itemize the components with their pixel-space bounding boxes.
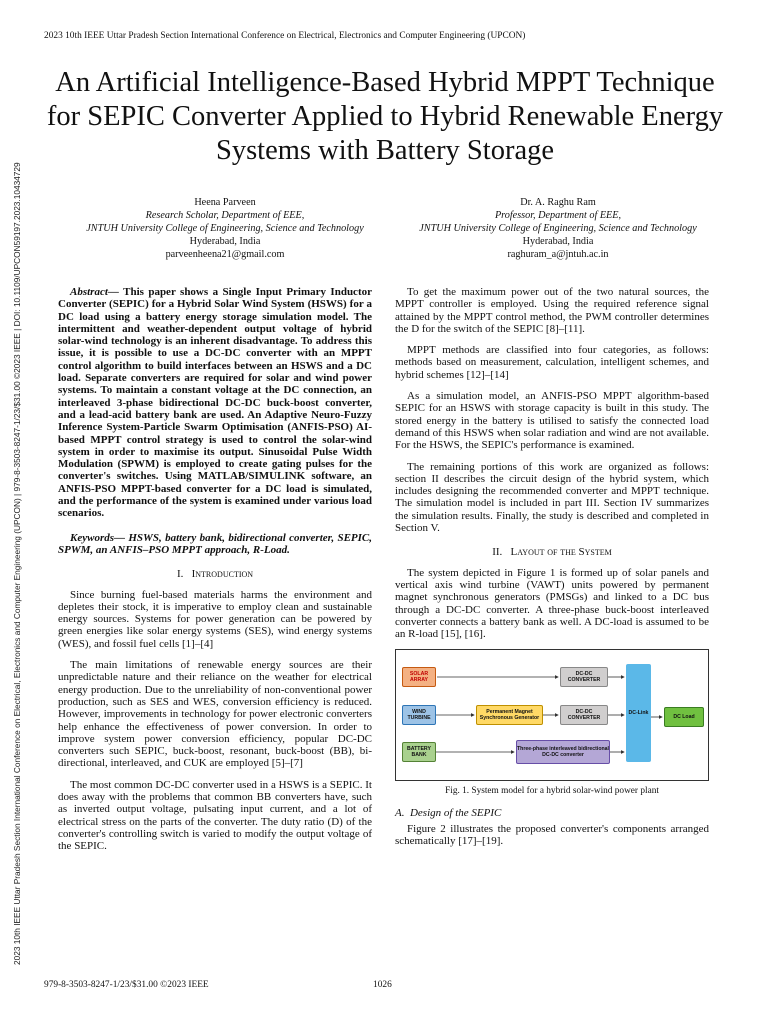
abstract-lead: Abstract— bbox=[70, 286, 119, 298]
left-column bbox=[58, 286, 372, 861]
system-model-figure bbox=[395, 649, 709, 781]
dcdc-converter-block-2: DC-DC CONVERTER bbox=[560, 705, 608, 725]
pmsg-block: Permanent Magnet Synchronous Generator bbox=[476, 705, 543, 725]
author-email[interactable]: raghuram_a@jntuh.ac.in bbox=[507, 249, 609, 260]
section-title: Layout of the System bbox=[510, 546, 612, 559]
paragraph: The most common DC-DC converter used in a HSWS is a SEPIC. It does away with the problems that common BB converters have, such as inverted output voltage, pulsating input current, and a lot of electrical stress on the parts of the converter. The duty ratio (D) of the converter's controlling switch is varied to modify the output voltage of the SEPIC. bbox=[58, 778, 372, 853]
footer-copyright: 979-8-3503-8247-1/23/$31.00 ©2023 IEEE bbox=[44, 980, 209, 990]
author-role: Professor, Department of EEE, bbox=[494, 210, 622, 221]
subsection-title: Design of the SEPIC bbox=[409, 806, 502, 819]
wind-turbine-block: WIND TURBINE bbox=[402, 705, 436, 725]
battery-bank-block: BATTERY BANK bbox=[402, 742, 436, 762]
paragraph: To get the maximum power out of the two natural sources, the MPPT controller is employed. Using the required reference signal attained by the MPPT control method, the PWM controller determines the D for the switch of the SEPIC [8]–[11]. bbox=[395, 286, 709, 335]
author-block-2 bbox=[408, 196, 708, 261]
paragraph: As a simulation model, an ANFIS-PSO MPPT algorithm-based SEPIC for an HSWS with storage capacity is built in this study. The stored energy in the battery is utilised to satisfy the connected load demand of this HSWS when solar radiation and wind are not available. For the HSWS, the SEPIC's performance is examined. bbox=[395, 390, 709, 452]
paragraph: The system depicted in Figure 1 is formed up of solar panels and vertical axis wind turbine (VAWT) units powered by permanent magnet synchronous generators (PMSGs) and linked to a DC bus through a DC-DC converter. A three-phase buck-boost interleaved converter connects a battery bank as well. A DC-load is assumed to be an R-load [15], [16]. bbox=[395, 566, 709, 641]
section-heading-layout bbox=[395, 546, 709, 558]
solar-array-block: SOLAR ARRAY bbox=[402, 667, 436, 687]
author-affiliation: JNTUH University College of Engineering, Science and Technology bbox=[419, 223, 697, 234]
author-name: Dr. A. Raghu Ram bbox=[520, 197, 596, 208]
author-location: Hyderabad, India bbox=[189, 236, 261, 247]
subsection-heading bbox=[395, 807, 709, 819]
subsection-label: A. bbox=[395, 806, 405, 819]
author-affiliation: JNTUH University College of Engineering, Science and Technology bbox=[86, 223, 364, 234]
keywords: Keywords— HSWS, battery bank, bidirectional converter, SEPIC, SPWM, an ANFIS–PSO MPPT approach, R-Load. bbox=[58, 531, 372, 556]
dc-link-block: DC-Link bbox=[626, 664, 651, 762]
author-role: Research Scholar, Department of EEE, bbox=[145, 210, 305, 221]
right-column bbox=[395, 286, 709, 857]
paragraph: Since burning fuel-based materials harms the environment and depletes their stock, it is imperative to employ clean and sustainable energy sources. Systems for power generation can be powered by green energies like solar energy systems (SES), wind energy systems (WES), and fossil fuel cells [1]–[4] bbox=[58, 588, 372, 650]
author-name: Heena Parveen bbox=[194, 197, 256, 208]
paragraph: The remaining portions of this work are organized as follows: section II describes the circuit design of the hybrid system, which includes designing the recommended converter and MPPT technique. The simulation model is included in part III. Section IV summarizes the simulation results. Finally, the study is described and completed in Section V. bbox=[395, 460, 709, 535]
paper-title: An Artificial Intelligence-Based Hybrid MPPT Technique for SEPIC Converter Applied to Hybrid Renewable Energy Systems with Battery Storage bbox=[46, 67, 724, 166]
author-location: Hyderabad, India bbox=[522, 236, 594, 247]
paragraph: MPPT methods are classified into four categories, as follows: methods based on measurement, calculation, intelligent schemes, and hybrid schemes [12]–[14] bbox=[395, 344, 709, 381]
page-number: 1026 bbox=[373, 980, 392, 990]
author-email[interactable]: parveenheena21@gmail.com bbox=[165, 249, 285, 260]
interleaved-converter-block: Three-phase interleaved bidirectional DC-DC converter bbox=[516, 740, 610, 764]
abstract bbox=[58, 286, 372, 520]
doi-sidebar: 2023 10th IEEE Uttar Pradesh Section International Conference on Electrical, Electronics and Computer Engineering (UPCON) | 979-8-3503-8247-1/23/$31.00 ©2023 IEEE | DOI: 10.1109/UPCON59197.2023.10434729 bbox=[12, 162, 22, 965]
section-number: I. bbox=[176, 568, 184, 581]
dc-load-block: DC Load bbox=[664, 707, 704, 727]
dcdc-converter-block-1: DC-DC CONVERTER bbox=[560, 667, 608, 687]
figure-caption: Fig. 1. System model for a hybrid solar-wind power plant bbox=[445, 786, 659, 797]
author-block-1 bbox=[75, 196, 375, 261]
paragraph: Figure 2 illustrates the proposed converter's components arranged schematically [17]–[19]. bbox=[395, 823, 709, 848]
section-title: Introduction bbox=[191, 568, 254, 581]
paragraph: The main limitations of renewable energy sources are their unpredictable nature and their reliance on the weather for electrical energy production. Due to the unreliability of non-conventional power production, such as SES and WES, conversion efficiency is reduced. However, improvements in technology for power electronic converters help enhance the effectiveness of power conversion. In order to improve system power conversion efficiency, popular DC-DC converters such SEPIC, buck-boost, resonant, buck-boost (BB), bi-directional, interleaved, and CUK are employed [5]–[7] bbox=[58, 659, 372, 770]
abstract-text: This paper shows a Single Input Primary Inductor Converter (SEPIC) for a Hybrid Solar Wind System (HSWS) for a DC load using a battery energy storage simulation model. The intermittent and weather-dependent output voltage of hybrid solar-wind technology is an inherent disadvantage. To address this issue, it is possible to use a DC-DC converter with an MPPT control algorithm to build interfaces between an HSWS and a DC load. Separate converters are required for solar and wind power systems. To maintain a constant voltage at the DC connection, an interleaved 3-phase bidirectional DC-DC buck-boost converter, and a lead-acid battery bank are used. An Adaptive Neuro-Fuzzy Inference System-Particle Swarm Optimisation (ANFIS-PSO) AI-based MPPT control strategy is used to control the solar-wind system in order to maximise its output. Sinusoidal Pulse Width Modulation (SPWM) is employed to create gating pulses for the converter's switches. Using MATLAB/SIMULINK software, an ANFIS-PSO MPPT-based converter for a DC load is simulated, and the performance of the system is examined under various load scenarios. bbox=[58, 286, 372, 520]
conference-header: 2023 10th IEEE Uttar Pradesh Section International Conference on Electrical, Electronics and Computer Engineering (UPCON) bbox=[44, 31, 526, 41]
section-heading-introduction bbox=[58, 568, 372, 580]
section-number: II. bbox=[492, 546, 503, 559]
